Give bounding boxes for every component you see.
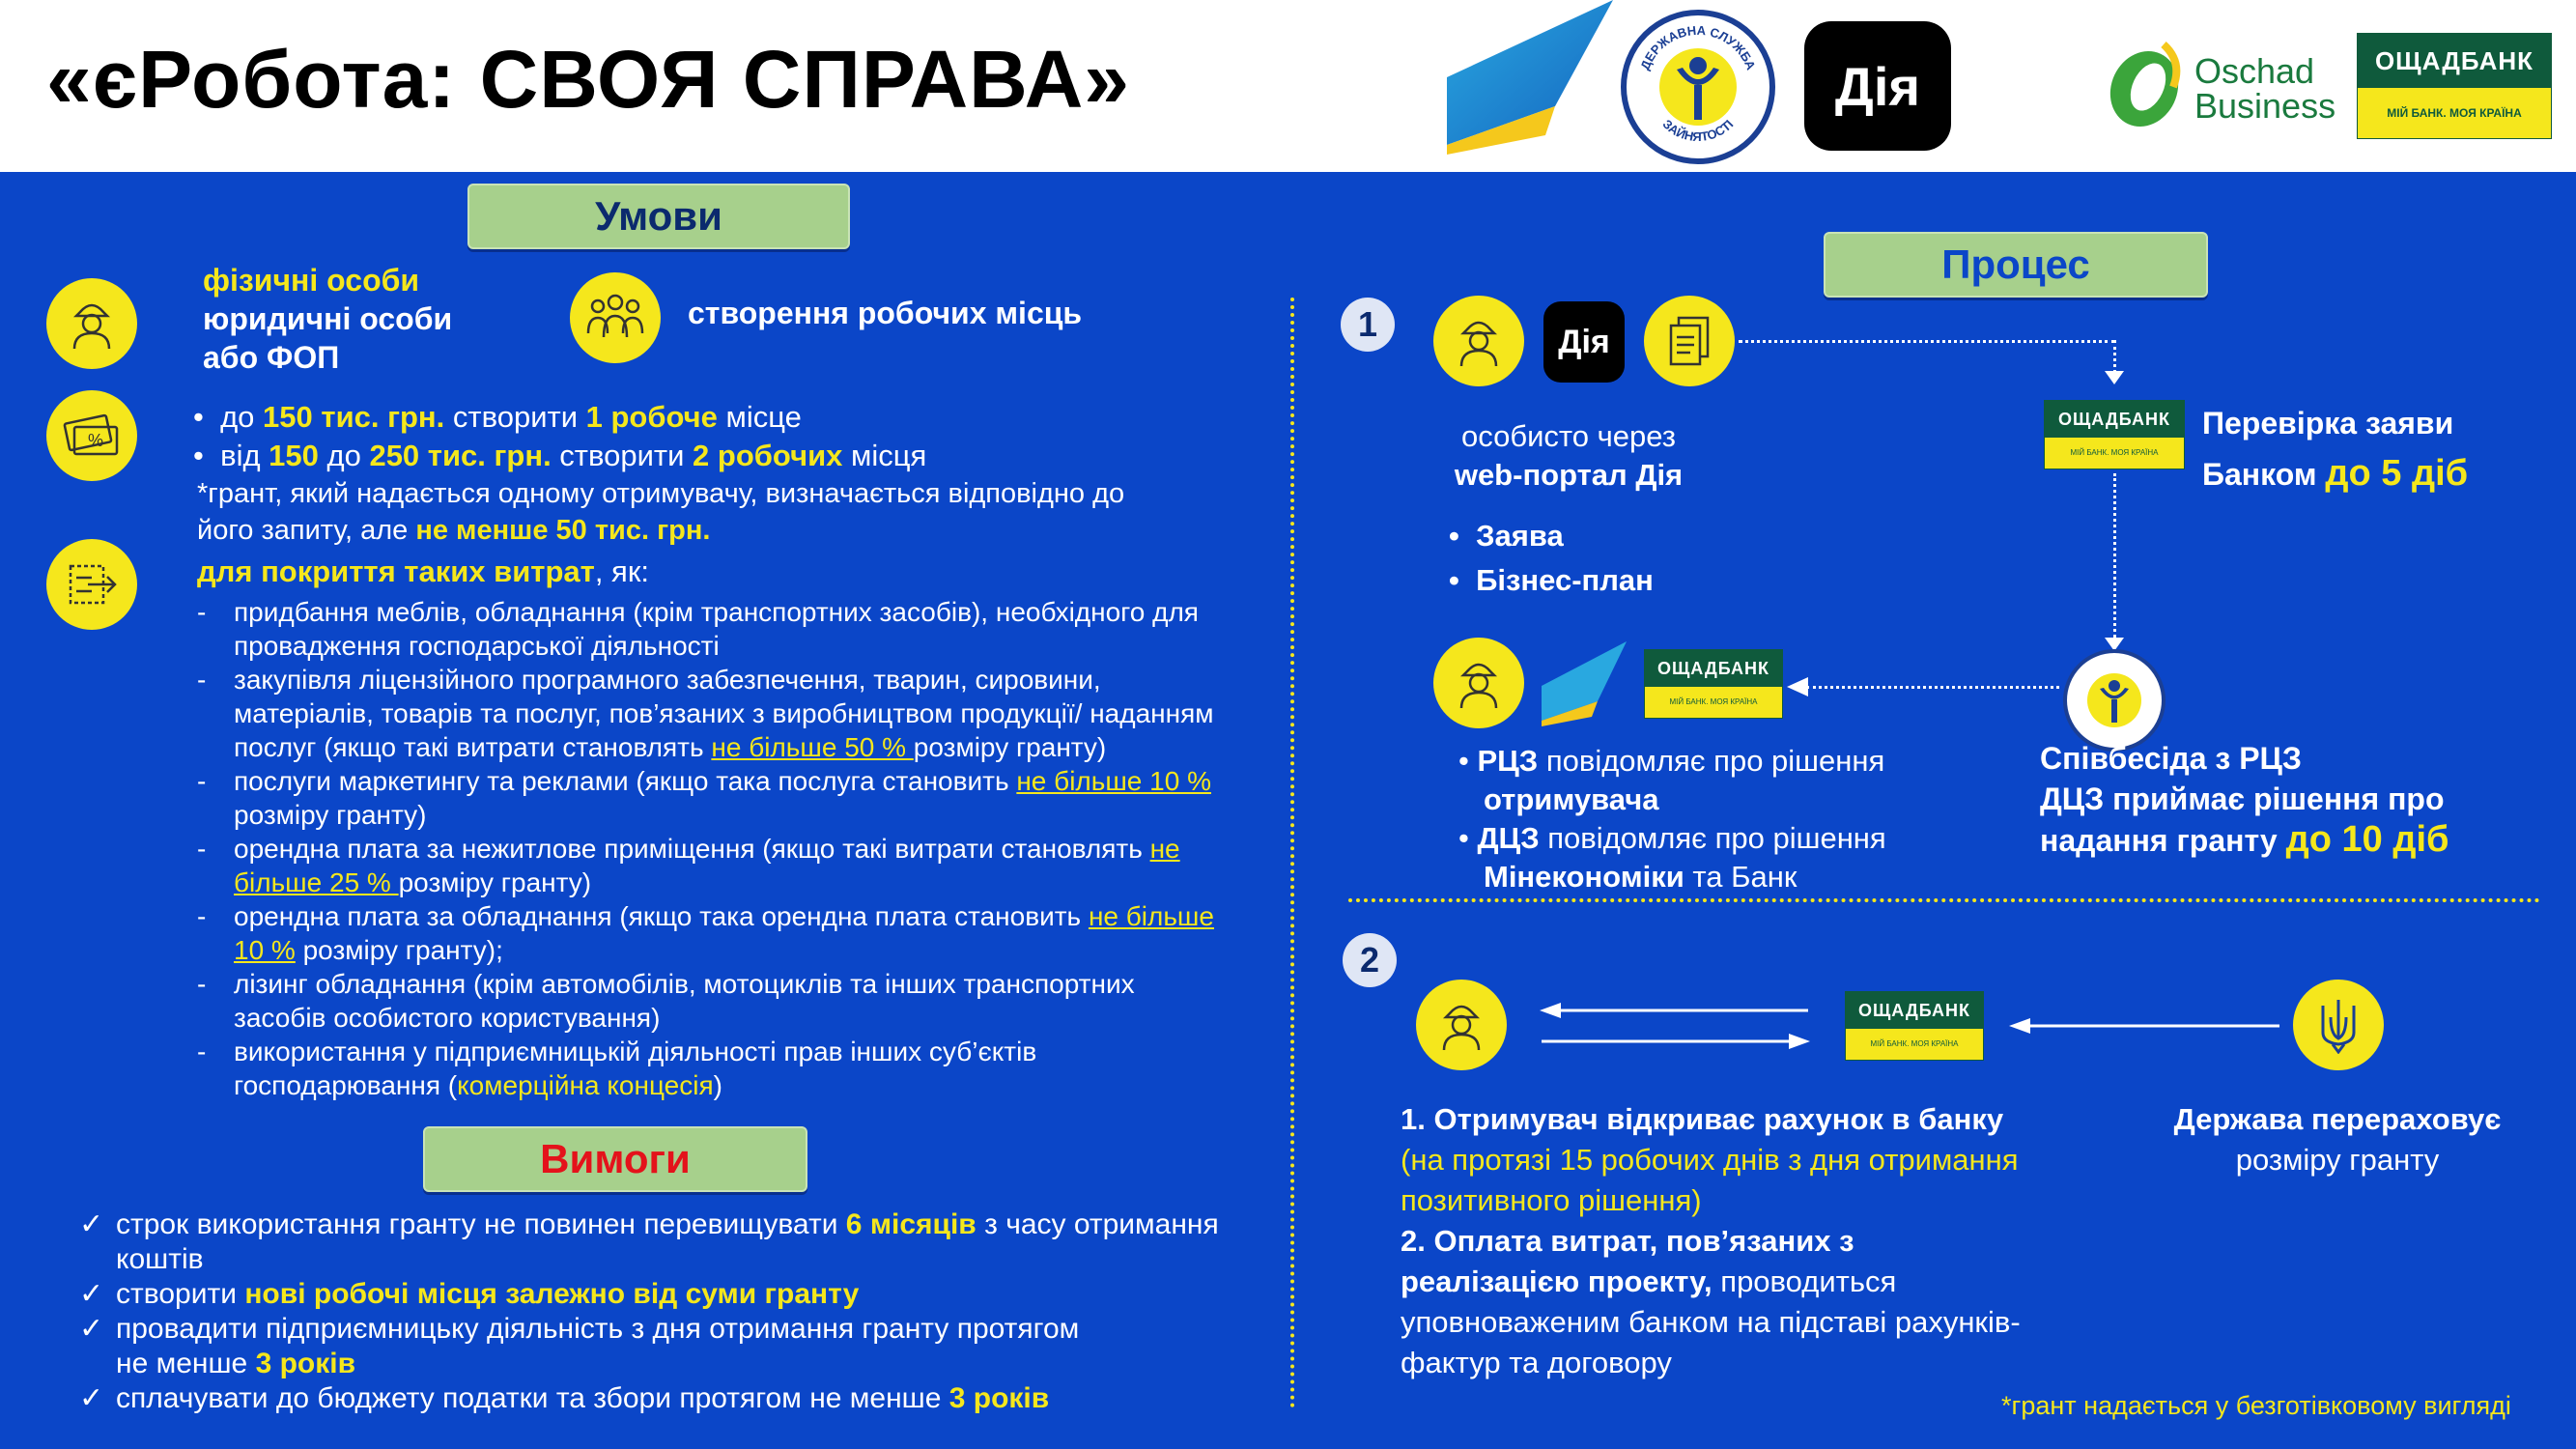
- notify-2-line2: Мінекономіки та Банк: [1484, 860, 1798, 894]
- step2-item1: 1. Отримувач відкриває рахунок в банку: [1401, 1102, 2004, 1136]
- expense-item-1: - придбання меблів, обладнання (крім транспортних засобів), необхідного для провадження господарської діяльності: [197, 597, 1199, 661]
- oschadbank-step2-logo: [1845, 991, 1984, 1061]
- interview-text: Співбесіда з РЦЗ: [2040, 741, 2302, 776]
- grant-line-2: • від 150 до 250 тис. грн. створити 2 робочих місця: [193, 439, 927, 472]
- applicants-block: [203, 261, 452, 377]
- step-2-badge: 2: [1343, 933, 1397, 987]
- oschad-business-logo-icon: [2106, 39, 2187, 131]
- requirements-heading: Вимоги: [423, 1126, 807, 1192]
- recipient-step2-icon: [1416, 980, 1507, 1070]
- process-heading: Процес: [1824, 232, 2208, 298]
- notify-2: • ДЦЗ повідомляє про рішення: [1458, 821, 1886, 855]
- recipient-person-icon: [1433, 638, 1524, 728]
- expense-item-7: - використання у підприємницькій діяльності прав інших суб’єктів господарювання (комерційна концесія): [197, 1037, 1037, 1100]
- document-icon: [1644, 296, 1735, 386]
- step2-item2-line3: уповноваженим банком на підставі рахунків-: [1401, 1305, 2021, 1339]
- notify-text: [1458, 742, 1886, 896]
- conditions-heading: Умови: [467, 184, 850, 249]
- svg-text:ДЕРЖАВНА СЛУЖБА: ДЕРЖАВНА СЛУЖБА: [1637, 22, 1759, 72]
- connector-to-notify: [1806, 686, 2059, 689]
- page-title: «єРобота: СВОЯ СПРАВА»: [46, 34, 1130, 125]
- state-line2: розміру гранту: [2235, 1143, 2440, 1177]
- header: [0, 0, 2576, 172]
- bank-check-text: [2202, 398, 2468, 499]
- applicant-individuals: фізичні особи: [203, 263, 420, 298]
- connector-down-2: [2113, 473, 2116, 643]
- arrow-left-icon: [1787, 677, 1808, 696]
- submit-text: [1447, 417, 1690, 495]
- step2-item1-note1: (на протязі 15 робочих днів з дня отримання: [1401, 1143, 2019, 1177]
- requirements-list: [79, 1208, 1287, 1416]
- decision-text: [2040, 738, 2449, 861]
- money-icon: [46, 390, 137, 481]
- expenses-list: [197, 595, 1279, 1102]
- grant-line-1: • до 150 тис. грн. створити 1 робоче місце: [193, 400, 802, 434]
- expense-item-6: - лізинг обладнання (крім автомобілів, мотоциклів та інших транспортних засобів особистого користування): [197, 969, 1135, 1033]
- notify-1: • РЦЗ повідомляє про рішення: [1458, 744, 1885, 778]
- step2-item2-line2: реалізацією проекту, проводиться: [1401, 1264, 1897, 1298]
- svg-text:%: %: [87, 431, 104, 450]
- ministry-logo: [1439, 0, 1613, 156]
- requirement-item-4: ✓ сплачувати до бюджету податки та збори протягом не менше 3 років: [79, 1382, 1050, 1414]
- jobs-text: створення робочих місць: [688, 296, 1083, 330]
- applicant-legal: юридичні особи: [203, 301, 453, 336]
- dcz-logo: [1621, 10, 1775, 164]
- submit-line2: web-портал Дія: [1454, 458, 1684, 492]
- bank-check-line1: Перевірка заяви: [2202, 406, 2454, 440]
- requirement-item-3: ✓ провадити підприємницьку діяльність з дня отримання гранту протягом не менше 3 років: [79, 1313, 1080, 1379]
- dcz-decision-line1: ДЦЗ приймає рішення про: [2040, 781, 2445, 816]
- grant-list: [193, 398, 926, 475]
- oschad-business-text: [2194, 51, 2336, 126]
- step2-text: [1401, 1099, 2135, 1383]
- exchange-arrows: [1540, 997, 1810, 1055]
- bank-check-line2: Банком до 5 діб: [2202, 453, 2469, 494]
- oschad-line2: Business: [2194, 86, 2336, 126]
- oschadbank-name-notify: ОЩАДБАНК: [1656, 659, 1770, 678]
- expense-item-4: - орендна плата за нежитлове приміщення (якщо такі витрати становлять не більше 25 % розміру гранту): [197, 834, 1180, 897]
- requirement-item-1: ✓ строк використання гранту не повинен перевищувати 6 місяців з часу отримання коштів: [79, 1208, 1219, 1275]
- dia-logo: Дія: [1804, 21, 1951, 151]
- doc-application: • Заява: [1449, 519, 1564, 553]
- grant-note-line2: його запиту, але не менше 50 тис. грн.: [197, 515, 711, 546]
- step-divider: [1348, 898, 2540, 902]
- oschadbank-logo: [2357, 33, 2552, 139]
- expense-item-3: - послуги маркетингу та реклами (якщо така послуга становить не більше 10 % розміру гранту): [197, 766, 1211, 830]
- expense-item-5: - орендна плата за обладнання (якщо така орендна плата становить не більше 10 % розміру гранту);: [197, 901, 1214, 965]
- submit-line1: особисто через: [1460, 419, 1676, 453]
- footnote: *грант надається у безготівковому вигляді: [2001, 1391, 2511, 1420]
- svg-text:ЗАЙНЯТОСТІ: ЗАЙНЯТОСТІ: [1659, 116, 1737, 145]
- notify-1-line2: отримувача: [1484, 782, 1659, 816]
- docs-list: [1449, 514, 1654, 603]
- state-text: [2144, 1099, 2531, 1180]
- arrow-down-icon: [2105, 371, 2124, 384]
- oschad-line1: Oschad: [2194, 51, 2315, 91]
- connector-to-bank: [1739, 340, 2115, 343]
- oschadbank-name-step2: ОЩАДБАНК: [1857, 1001, 1971, 1020]
- person-icon: [46, 278, 137, 369]
- step2-item1-note2: позитивного рішення): [1401, 1183, 1702, 1217]
- oschadbank-slogan: МІЙ БАНК. МОЯ КРАЇНА: [2358, 88, 2551, 138]
- grant-note: [197, 475, 1124, 549]
- applicant-fop: або ФОП: [203, 340, 340, 375]
- ministry-small-logo: [1538, 641, 1627, 726]
- grant-note-line1: *грант, який надається одному отримувачу, визначається відповідно до: [197, 478, 1125, 509]
- dia-small-logo: Дія: [1543, 301, 1625, 383]
- main-panel: [0, 172, 2576, 1449]
- arrow-to-bank: [2009, 1014, 2279, 1037]
- oschadbank-name-small: ОЩАДБАНК: [2057, 410, 2171, 429]
- requirement-item-2: ✓ створити нові робочі місця залежно від суми гранту: [79, 1278, 860, 1310]
- oschadbank-name: ОЩАДБАНК: [2374, 46, 2534, 75]
- step2-item2-line1: 2. Оплата витрат, пов’язаних з: [1401, 1224, 1854, 1258]
- oschadbank-slogan-notify: МІЙ БАНК. МОЯ КРАЇНА: [1645, 687, 1782, 718]
- transfer-icon: [46, 539, 137, 630]
- column-divider: [1290, 298, 1294, 1408]
- oschadbank-slogan-small: МІЙ БАНК. МОЯ КРАЇНА: [2045, 438, 2184, 469]
- expenses-title: для покриття таких витрат, як:: [197, 554, 649, 588]
- step2-item2-line4: фактур та договору: [1401, 1346, 1672, 1379]
- workers-icon: [570, 272, 661, 363]
- oschadbank-notify-logo: [1644, 649, 1783, 719]
- doc-business-plan: • Бізнес-план: [1449, 563, 1654, 597]
- trident-icon: [2293, 980, 2384, 1070]
- oschadbank-slogan-step2: МІЙ БАНК. МОЯ КРАЇНА: [1846, 1029, 1983, 1060]
- dcz-decision-line2: надання гранту до 10 діб: [2040, 819, 2449, 860]
- applicant-person-icon: [1433, 296, 1524, 386]
- step-1-badge: 1: [1341, 298, 1395, 352]
- expense-item-2: - закупівля ліцензійного програмного забезпечення, тварин, сировини, матеріалів, товарів та послуг, пов’язаних з виробництвом продукції/ наданням послуг (якщо такі витрати становлять не більше 50 % розміру гранту): [197, 665, 1214, 762]
- state-line1: Держава перераховує: [2173, 1102, 2502, 1136]
- dcz-small-logo: [2063, 649, 2166, 752]
- oschadbank-check-logo: [2044, 400, 2185, 469]
